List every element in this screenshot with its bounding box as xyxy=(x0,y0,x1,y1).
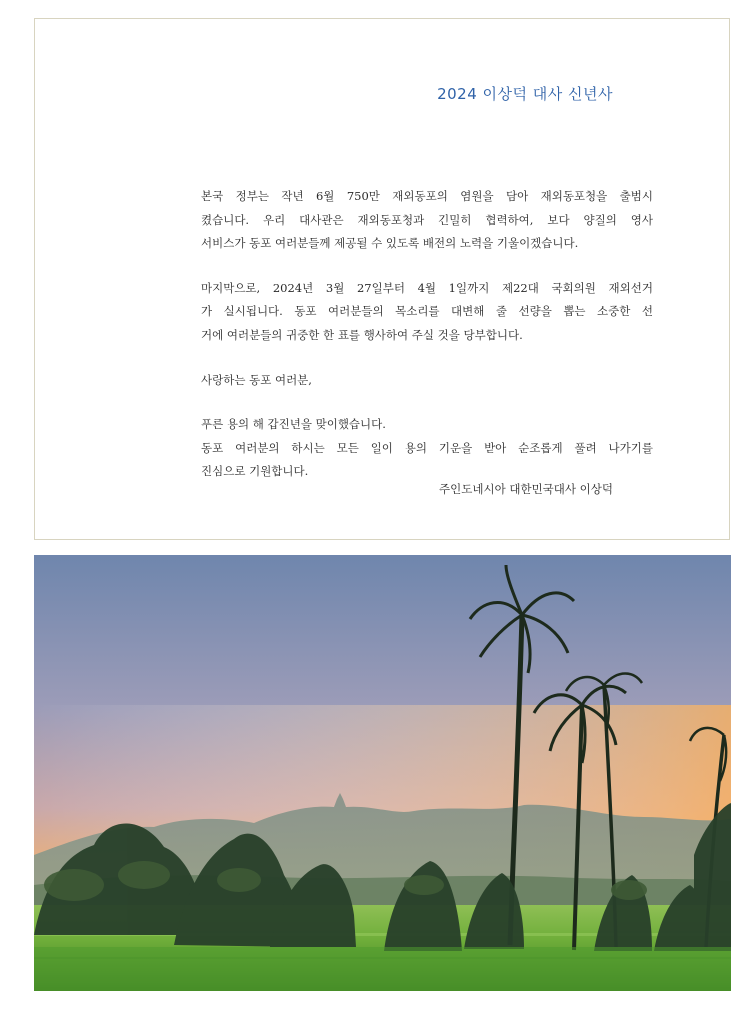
text-line: 거에 여러분들의 귀중한 한 표를 행사하여 주실 것을 당부합니다. xyxy=(201,327,523,342)
letter-paragraph xyxy=(201,413,653,484)
text-line: 본국 정부는 작년 6월 750만 재외동포의 염원을 담아 재외동포청을 출범시 xyxy=(201,189,653,203)
text-line: 동포 여러분의 하시는 모든 일이 용의 기운을 받아 순조롭게 풀려 나가기를 xyxy=(201,440,653,455)
palm-field-illustration xyxy=(34,555,731,991)
text-line: 푸른 용의 해 갑진년을 맞이했습니다. xyxy=(201,417,386,432)
letter-paragraph xyxy=(201,277,653,348)
text-line: 서비스가 동포 여러분들께 제공될 수 있도록 배전의 노력을 기울이겠습니다. xyxy=(201,236,579,251)
letter-paragraph xyxy=(201,185,653,256)
text-line: 진심으로 기원합니다. xyxy=(201,464,309,479)
landscape-photo xyxy=(34,555,731,991)
text-line: 켰습니다. 우리 대사관은 재외동포청과 긴밀히 협력하여, 보다 양질의 영사 xyxy=(201,212,653,227)
text-line: 사랑하는 동포 여러분, xyxy=(201,372,312,387)
letter-card xyxy=(34,18,730,540)
text-line: 가 실시됩니다. 동포 여러분들의 목소리를 대변해 줄 선량을 뽑는 소중한 선 xyxy=(201,304,653,319)
letter-greeting xyxy=(201,369,653,393)
letter-body xyxy=(201,185,653,484)
letter-signature: 주인도네시아 대한민국대사 이상덕 xyxy=(439,482,613,496)
text-line: 마지막으로, 2024년 3월 27일부터 4월 1일까지 제22대 국회의원 재외선거 xyxy=(201,280,653,295)
letter-title: 2024 이상덕 대사 신년사 xyxy=(437,85,613,103)
